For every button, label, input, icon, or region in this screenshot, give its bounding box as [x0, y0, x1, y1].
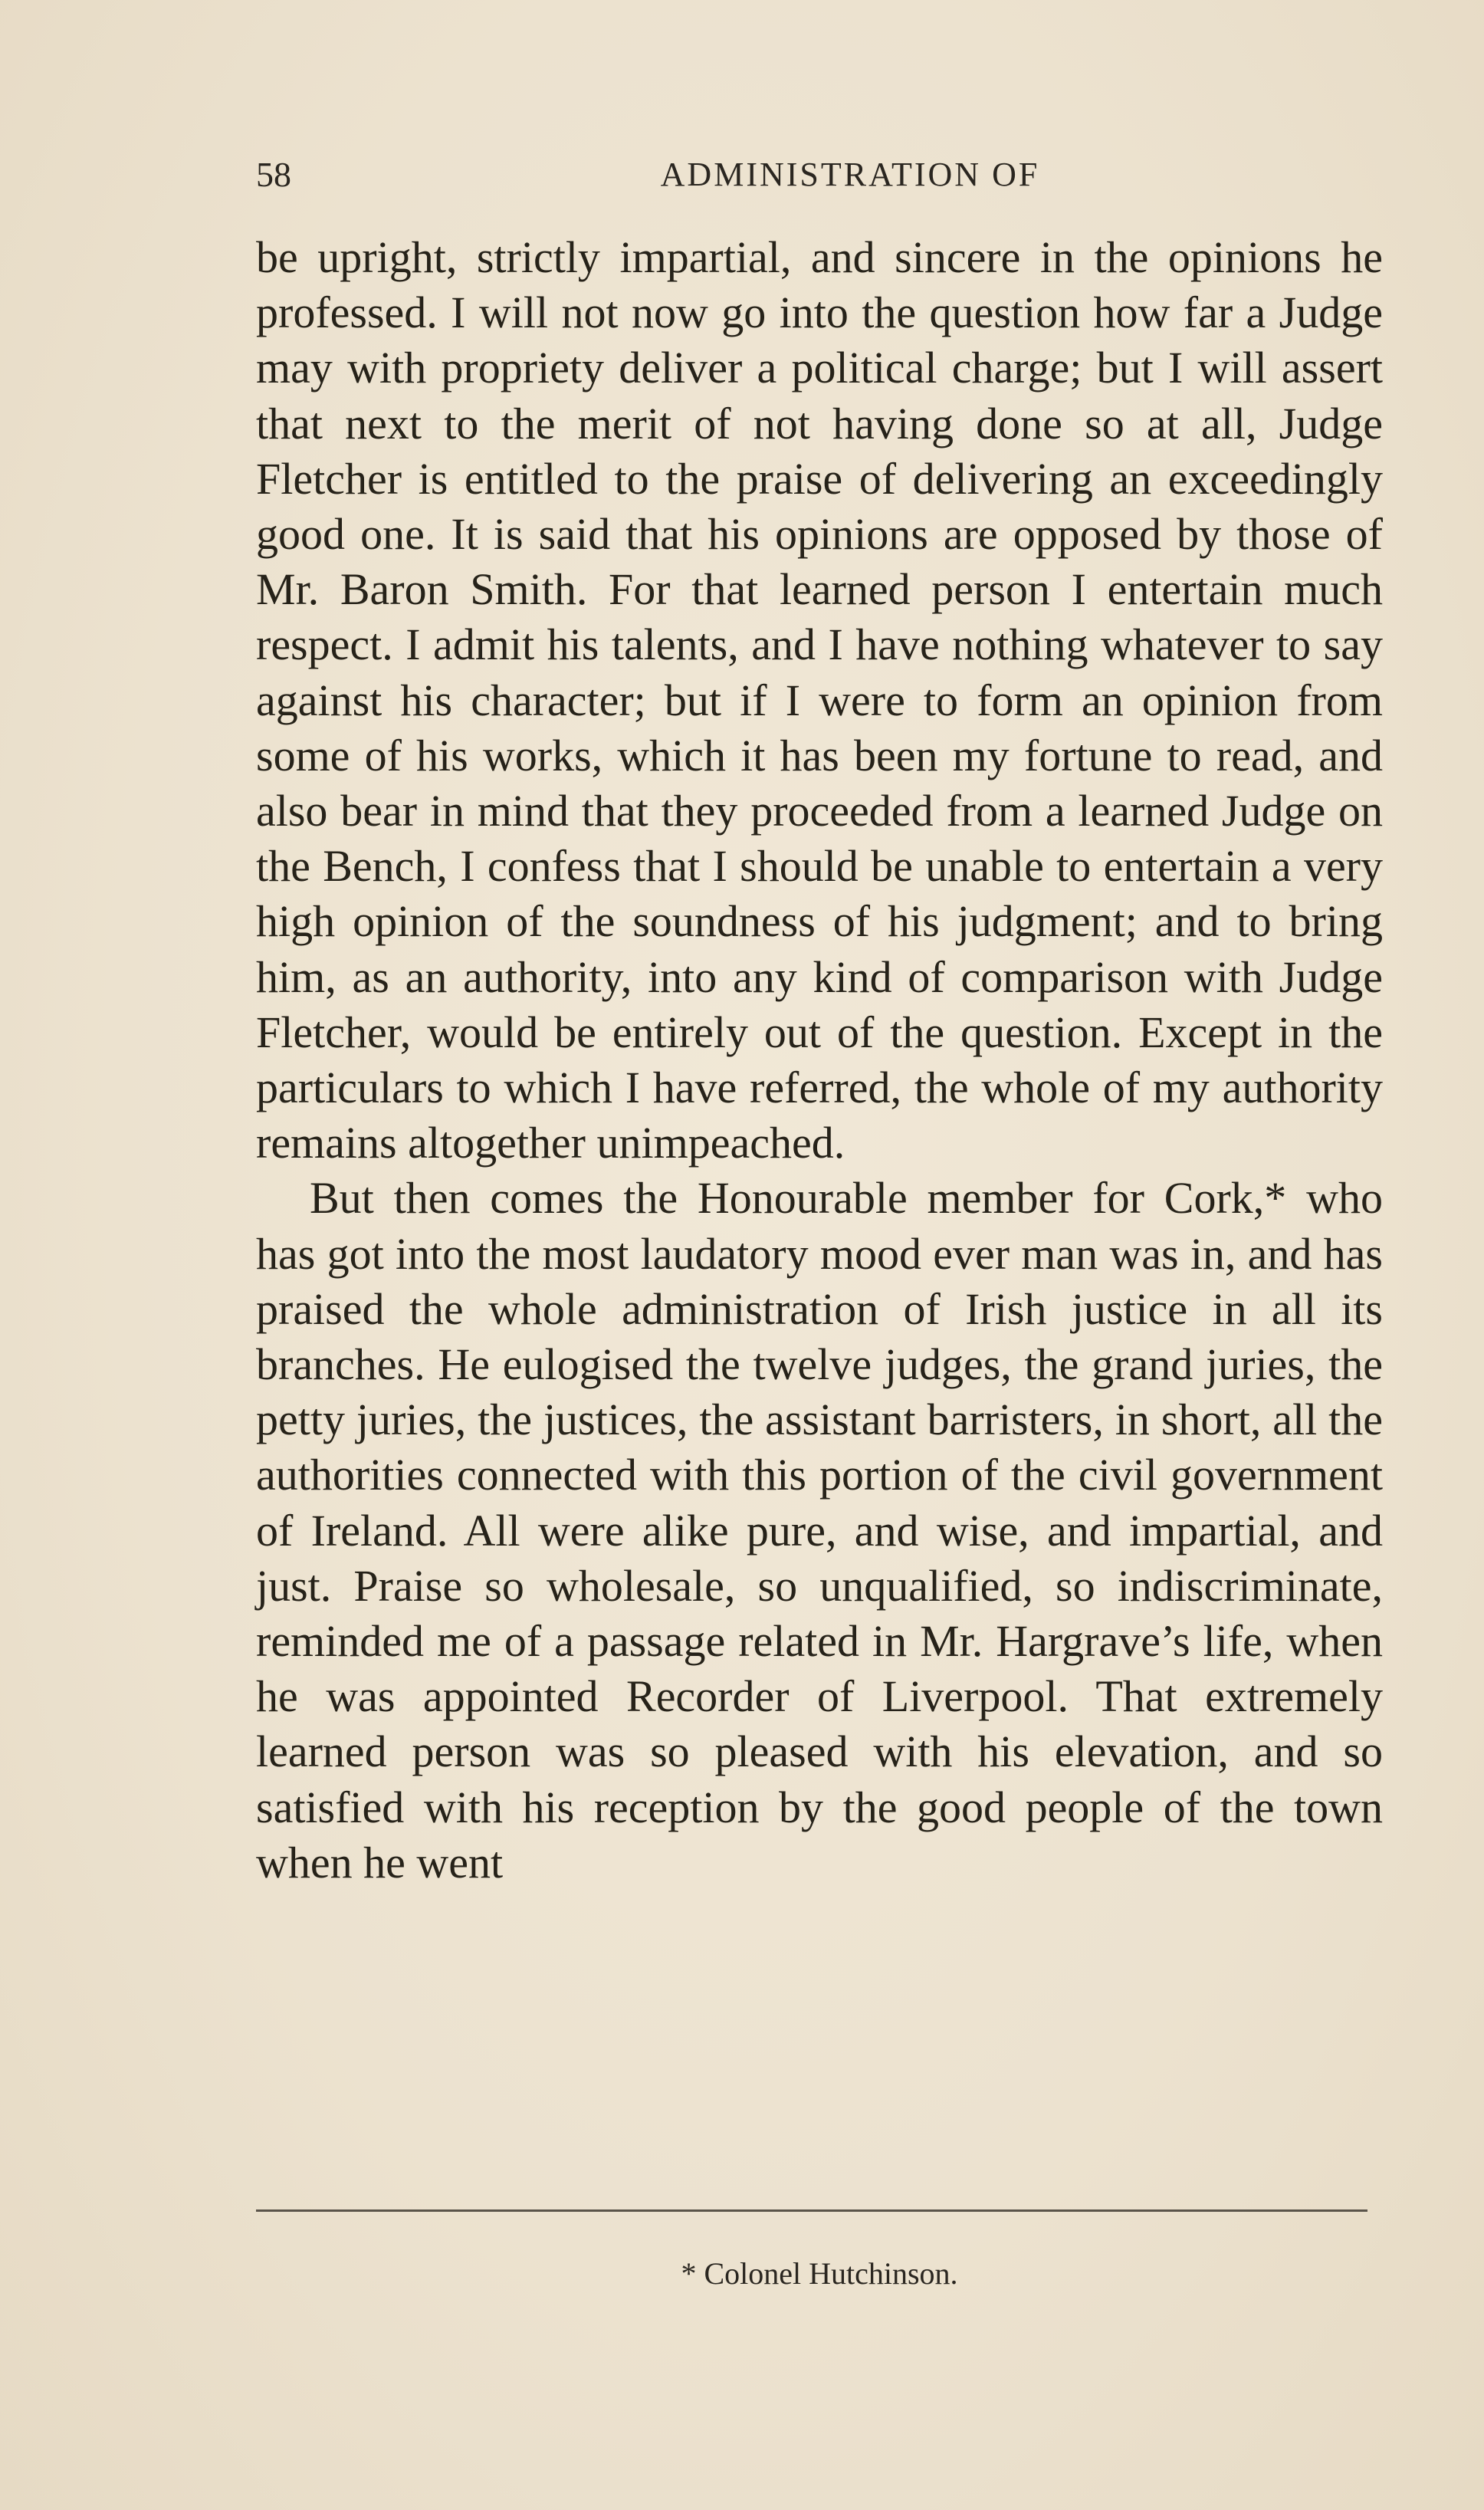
running-head: ADMINISTRATION OF: [660, 156, 1040, 193]
page-header: [256, 152, 1383, 198]
paragraph: But then comes the Honourable member for Cork,* who has got into the most laudatory mood ever man was in, and has praised the whole administration of Irish justice in all its branches. He eulogised the twelve judges, the grand juries, the petty juries, the justices, the assistant barristers, in short, all the authorities connected with this portion of the civil government of Ireland. All were alike pure, and wise, and impartial, and just. Praise so wholesale, so unqualified, so indiscriminate, reminded me of a passage related in Mr. Hargrave’s life, when he was appointed Recorder of Liverpool. That extremely learned person was so pleased with his elevation, and so satisfied with his reception by the good people of the town when he went: [256, 1173, 1383, 1887]
page-number: 58: [256, 155, 291, 194]
footnote: * Colonel Hutchinson.: [681, 2256, 958, 2291]
footnote-rule: [256, 2209, 1367, 2212]
paragraph: be upright, strictly impartial, and sincere in the opinions he professed. I will not now go into the question how far a Judge may with propriety deliver a political charge; but I will assert that next to the merit of not having done so at all, Judge Fletcher is entitled to the praise of delivering an exceedingly good one. It is said that his opinions are opposed by those of Mr. Baron Smith. For that learned person I entertain much respect. I admit his talents, and I have nothing whatever to say against his character; but if I were to form an opinion from some of his works, which it has been my fortune to read, and also bear in mind that they proceeded from a learned Judge on the Bench, I confess that I should be unable to entertain a very high opinion of the soundness of his judgment; and to bring him, as an authority, into any kind of comparison with Judge Fletcher, would be entirely out of the question. Except in the particulars to which I have referred, the whole of my authority remains altogether unimpeached.: [256, 232, 1383, 1168]
body-text: [256, 230, 1383, 1891]
